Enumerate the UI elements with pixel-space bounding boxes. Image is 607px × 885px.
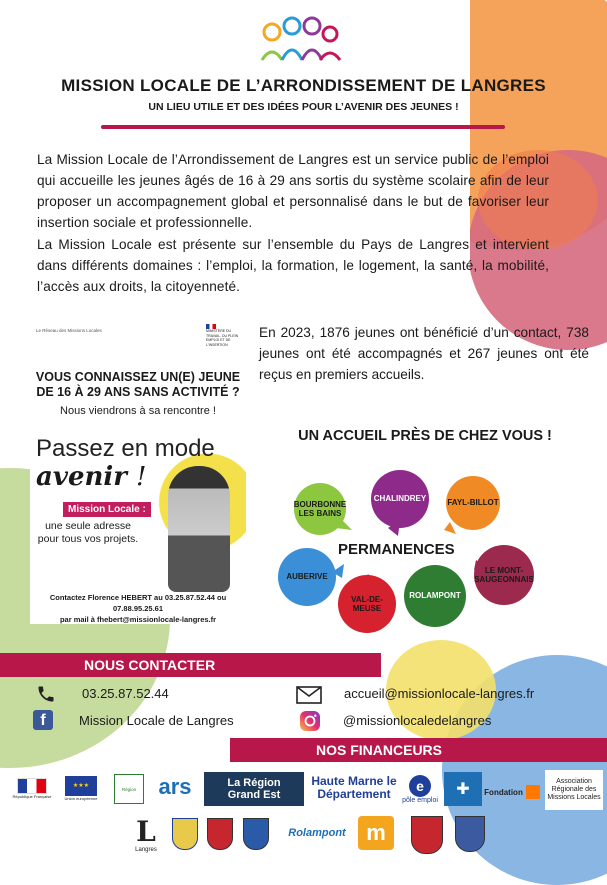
stats-paragraph: En 2023, 1876 jeunes ont bénéficié d’un contact, 738 jeunes ont été accompagnés et 267 jeunes ont été reçus en premiers accueils. bbox=[259, 325, 589, 382]
permanence-label: ROLAMPONT bbox=[409, 591, 461, 601]
flyer-contact-line-2: par mail à fhebert@missionlocale-langres.fr bbox=[59, 615, 217, 624]
facebook-page[interactable]: Mission Locale de Langres bbox=[79, 713, 234, 728]
permanence-label: BOURBONNE LES BAINS bbox=[293, 499, 347, 518]
funder-label: Fondation bbox=[484, 787, 523, 797]
permanence-val-de-meuse bbox=[338, 575, 396, 633]
permanence-chalindrey bbox=[371, 470, 429, 528]
langres-l-icon: L bbox=[136, 815, 156, 848]
funder-logo-rolampont bbox=[288, 824, 346, 842]
permanence-rolampont bbox=[404, 565, 466, 627]
permanences-center-label: PERMANENCES bbox=[338, 541, 455, 558]
flyer-photo bbox=[150, 442, 246, 592]
coat-of-arms-1-icon bbox=[172, 818, 198, 850]
flyer-card bbox=[30, 322, 246, 624]
marianne-icon bbox=[17, 778, 47, 794]
exclamation-mark: ! bbox=[136, 462, 147, 492]
eu-flag-icon: ★★★ bbox=[65, 776, 97, 796]
intro-paragraph-1: La Mission Locale de l’Arrondissement de Langres est un service public de l’emploi qui accueille les jeunes âgés de 16 à 29 ans sortis du système scolaire afin de leur proposer un accompagnement global et personnalisé dans le but de favoriser leur insertion sociale et professionnelle. bbox=[37, 152, 549, 230]
funder-logo-langres bbox=[128, 814, 164, 856]
flyer-avenir-text bbox=[36, 462, 147, 492]
funder-label: Haute Marne le Département bbox=[311, 774, 397, 801]
funder-label: pôle emploi bbox=[402, 796, 438, 804]
permanences-heading: UN ACCUEIL PRÈS DE CHEZ VOUS ! bbox=[298, 428, 552, 444]
person-silhouette bbox=[168, 466, 230, 592]
funder-logo-banque bbox=[444, 772, 482, 806]
permanence-fayl-billot bbox=[446, 476, 500, 530]
ministry-logo bbox=[206, 324, 244, 347]
email-address[interactable]: accueil@missionlocale-langres.fr bbox=[344, 686, 535, 701]
ministry-label: MINISTÈRE DU TRAVAIL, DU PLEIN EMPLOI ET DE L'INSERTION bbox=[206, 329, 239, 347]
funder-logo-region bbox=[114, 774, 144, 804]
funder-logo-haute-marne bbox=[308, 770, 400, 806]
funder-label: Région bbox=[121, 786, 137, 792]
orange-square-icon bbox=[526, 785, 540, 799]
mission-locale-logo-icon bbox=[258, 16, 344, 64]
funder-logo-grand-est bbox=[204, 772, 304, 806]
funder-logo-pole-emploi bbox=[398, 770, 442, 808]
coat-of-arms-4-icon bbox=[411, 816, 443, 854]
contact-heading: NOUS CONTACTER bbox=[84, 657, 216, 673]
permanence-auberive bbox=[278, 548, 336, 606]
phone-number[interactable]: 03.25.87.52.44 bbox=[82, 686, 169, 701]
funder-label: République Française bbox=[12, 793, 52, 799]
funder-label: Union européenne bbox=[64, 795, 98, 801]
permanence-label: FAYL-BILLOT bbox=[447, 498, 499, 508]
flyer-contact-line-1: Contactez Florence HEBERT au 03.25.87.52.44 ou 07.88.95.25.61 bbox=[49, 593, 227, 613]
funder-logo-republique bbox=[10, 772, 54, 804]
page-title: MISSION LOCALE DE L’ARRONDISSEMENT DE LANGRES bbox=[61, 76, 546, 95]
permanence-label: VAL-DE-MEUSE bbox=[351, 594, 383, 613]
pole-emploi-icon: e bbox=[409, 775, 431, 797]
funder-logo-arml bbox=[545, 770, 603, 810]
instagram-handle[interactable]: @missionlocaledelangres bbox=[343, 713, 492, 728]
permanence-label: CHALINDREY bbox=[373, 494, 427, 504]
instagram-icon bbox=[299, 710, 321, 732]
flyer-badge: Mission Locale : bbox=[63, 502, 151, 517]
m-logo-icon: m bbox=[358, 816, 394, 850]
permanence-label: AUBERIVE bbox=[286, 572, 328, 582]
phone-icon bbox=[36, 684, 56, 704]
flyer-contact bbox=[30, 592, 246, 625]
page-subtitle: UN LIEU UTILE ET DES IDÉES POUR L’AVENIR DES JEUNES ! bbox=[148, 101, 459, 113]
funder-logo-eu bbox=[62, 772, 100, 804]
coat-of-arms-3-icon bbox=[243, 818, 269, 850]
funder-logo-fondation bbox=[482, 784, 542, 800]
cross-icon: ✚ bbox=[456, 781, 470, 798]
funders-band bbox=[230, 738, 607, 762]
funder-label: Association Régionale des Missions Locales bbox=[547, 778, 601, 801]
email-icon bbox=[296, 686, 322, 704]
network-logo bbox=[36, 328, 106, 334]
funders-heading: NOS FINANCEURS bbox=[316, 742, 443, 758]
flyer-mode-text: Passez en mode bbox=[36, 435, 215, 462]
coat-of-arms-2-icon bbox=[207, 818, 233, 850]
network-label: Le Réseau des Missions Locales bbox=[36, 328, 102, 333]
funder-label: Rolampont bbox=[288, 827, 346, 839]
permanence-mont-saugeonnais bbox=[474, 545, 534, 605]
contact-band bbox=[0, 653, 381, 677]
coat-of-arms-5-icon bbox=[455, 816, 485, 852]
avenir-word: avenir bbox=[36, 462, 127, 492]
permanence-bourbonne bbox=[294, 483, 346, 535]
intro-paragraph-2: La Mission Locale est présente sur l’ensemble du Pays de Langres et intervient dans différents domaines : l’emploi, la formation, le logement, la santé, la mobilité, l’accès aux droits, la citoyenneté. bbox=[37, 237, 549, 294]
flyer-tagline: une seule adresse pour tous vos projets. bbox=[37, 520, 139, 545]
permanence-label: LE MONT-SAUGEONNAIS bbox=[474, 565, 534, 584]
funder-logo-ars bbox=[150, 770, 200, 804]
flyer-question: VOUS CONNAISSEZ UN(E) JEUNE DE 16 À 29 ANS SANS ACTIVITÉ ? bbox=[35, 370, 241, 399]
flyer-meet: Nous viendrons à sa rencontre ! bbox=[60, 405, 216, 417]
funder-label: ars bbox=[158, 774, 192, 799]
title-divider bbox=[101, 125, 505, 129]
funder-label: La Région Grand Est bbox=[227, 777, 281, 801]
facebook-icon: f bbox=[33, 710, 53, 730]
funder-label: Langres bbox=[135, 847, 157, 853]
